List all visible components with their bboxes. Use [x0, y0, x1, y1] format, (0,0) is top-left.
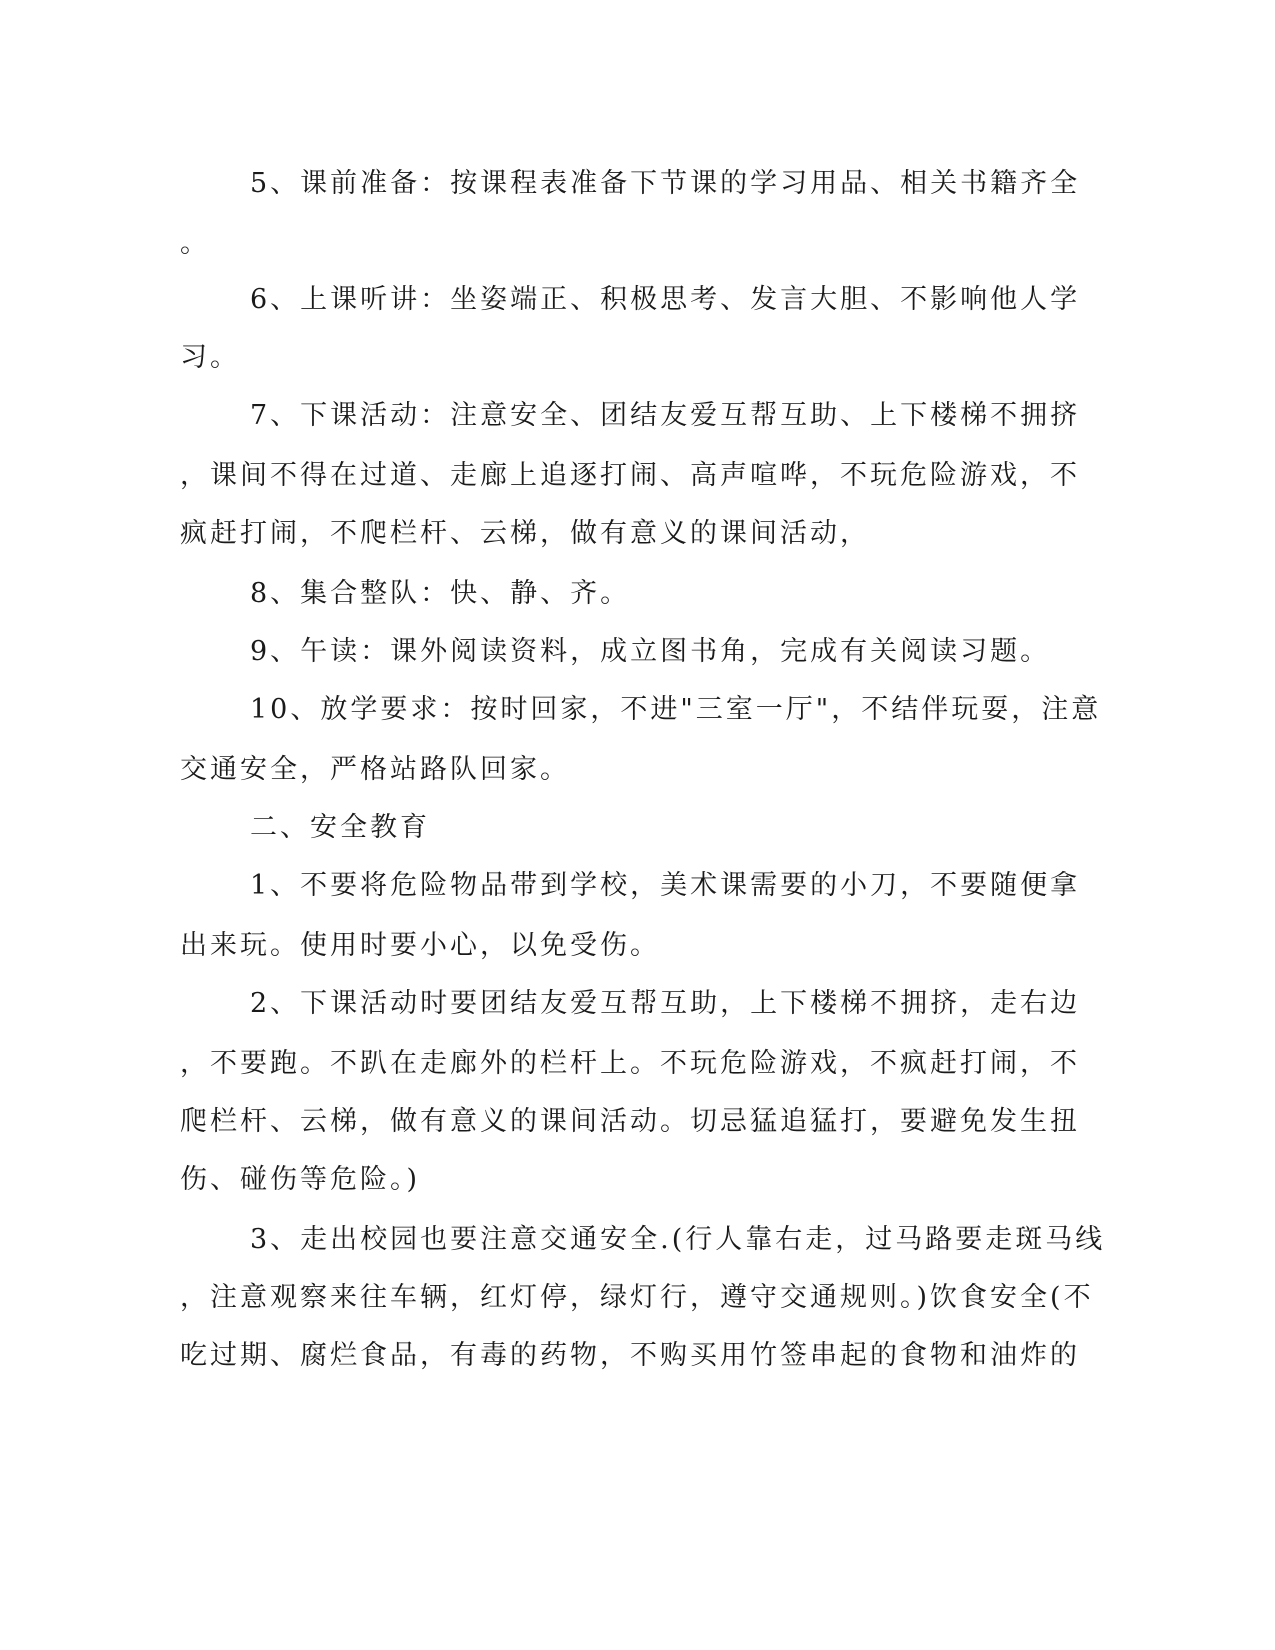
text-line-8: 8、集合整队：快、静、齐。 [250, 578, 631, 609]
text-line-6: ，课间不得在过道、走廊上追逐打闹、高声喧哗，不玩危险游戏，不 [180, 460, 1080, 491]
text-line-17: 爬栏杆、云梯，做有意义的课间活动。切忌猛追猛打，要避免发生扭 [180, 1106, 1080, 1137]
text-line-13: 1、不要将危险物品带到学校，美术课需要的小刀，不要随便拿 [250, 870, 1081, 901]
text-line-14: 出来玩。使用时要小心，以免受伤。 [180, 930, 660, 961]
text-line-20: ，注意观察来往车辆，红灯停，绿灯行，遵守交通规则。)饮食安全(不 [180, 1282, 1094, 1313]
text-line-18: 伤、碰伤等危险。) [180, 1164, 421, 1195]
text-line-15: 2、下课活动时要团结友爱互帮互助，上下楼梯不拥挤，走右边 [250, 988, 1081, 1019]
text-line-2: 。 [180, 228, 210, 259]
text-line-11: 交通安全，严格站路队回家。 [180, 754, 570, 785]
section-heading: 二、安全教育 [250, 812, 430, 843]
text-line-3: 6、上课听讲：坐姿端正、积极思考、发言大胆、不影响他人学 [250, 284, 1081, 315]
text-line-10: 10、放学要求：按时回家，不进"三室一厅"，不结伴玩耍，注意 [250, 694, 1102, 725]
text-line-7: 疯赶打闹，不爬栏杆、云梯，做有意义的课间活动， [180, 518, 870, 549]
text-line-4: 习。 [180, 342, 240, 373]
text-line-21: 吃过期、腐烂食品，有毒的药物，不购买用竹签串起的食物和油炸的 [180, 1340, 1080, 1371]
text-line-9: 9、午读：课外阅读资料，成立图书角，完成有关阅读习题。 [250, 636, 1051, 667]
text-line-5: 7、下课活动：注意安全、团结友爱互帮互助、上下楼梯不拥挤 [250, 400, 1081, 431]
text-line-19: 3、走出校园也要注意交通安全.(行人靠右走，过马路要走斑马线 [250, 1224, 1106, 1255]
text-line-16: ，不要跑。不趴在走廊外的栏杆上。不玩危险游戏，不疯赶打闹，不 [180, 1048, 1080, 1079]
text-line-1: 5、课前准备：按课程表准备下节课的学习用品、相关书籍齐全 [250, 168, 1081, 199]
